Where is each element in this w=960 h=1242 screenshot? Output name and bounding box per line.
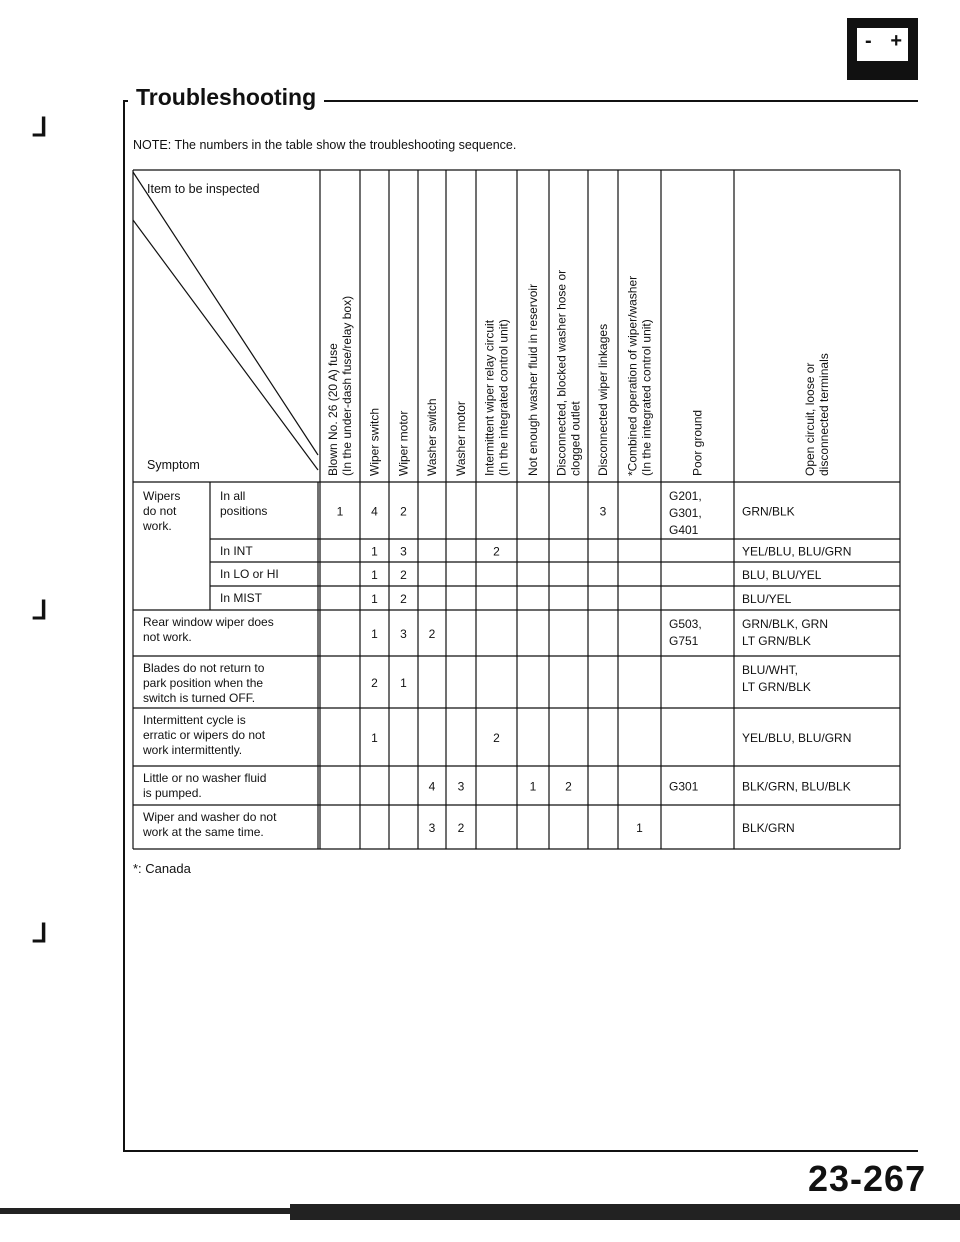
binder-tick-icon: ⅃ <box>33 112 48 142</box>
column-header: Disconnected, blocked washer hose or <box>554 269 569 476</box>
table-cell: G301 <box>669 779 699 794</box>
table-cell: G201, <box>669 489 702 503</box>
table-cell: 3 <box>400 544 407 559</box>
table-cell: G401 <box>669 523 699 537</box>
table-cell: 3 <box>400 627 407 641</box>
column-header: Disconnected wiper linkages <box>596 323 610 476</box>
table-cell: 1 <box>636 821 643 835</box>
row-symptom: work at the same time. <box>143 825 264 839</box>
table-cell: GRN/BLK, GRN <box>742 617 829 631</box>
table-cell: 1 <box>371 627 378 641</box>
row-sub-symptom: In LO or HI <box>220 567 279 581</box>
column-header: Wiper switch <box>367 407 382 476</box>
table-cell: 3 <box>457 779 465 794</box>
corner-item-label: Item to be inspected <box>147 182 260 196</box>
table-cell: 1 <box>371 592 378 606</box>
column-header: clogged outlet <box>568 401 583 476</box>
column-header: (In the integrated control unit) <box>639 319 654 476</box>
table-cell: 4 <box>371 504 378 519</box>
row-symptom: Intermittent cycle is <box>143 713 246 727</box>
page-number: 23-267 <box>808 1158 927 1199</box>
table-cell: BLU, BLU/YEL <box>742 568 822 582</box>
row-symptom: switch is turned OFF. <box>143 691 256 705</box>
footnote: *: Canada <box>133 861 191 876</box>
table-cell: 4 <box>428 779 436 794</box>
table-cell: 2 <box>493 731 500 745</box>
column-header: Open circuit, loose or <box>803 362 817 476</box>
row-symptom: work intermittently. <box>143 743 243 757</box>
row-symptom: do not <box>143 504 177 518</box>
table-cell: 3 <box>599 504 607 519</box>
table-cell: 2 <box>400 504 407 519</box>
table-cell: 1 <box>371 568 378 582</box>
page-title: Troubleshooting <box>128 84 324 111</box>
column-header: Washer switch <box>425 398 439 476</box>
column-header: (In the under-dash fuse/relay box) <box>340 295 354 476</box>
column-header: Not enough washer fluid in reservoir <box>526 283 540 476</box>
corner-symptom-label: Symptom <box>147 458 200 472</box>
row-symptom: Blades do not return to <box>143 661 265 675</box>
column-header: disconnected terminals <box>817 353 831 476</box>
battery-plus: + <box>890 30 902 52</box>
table-cell: 2 <box>457 821 465 835</box>
table-cell: 1 <box>336 504 344 519</box>
row-symptom: Wipers <box>143 489 181 503</box>
row-symptom: not work. <box>143 630 192 644</box>
table-cell: GRN/BLK <box>742 504 795 519</box>
table-cell: 1 <box>371 731 378 745</box>
table-cell: YEL/BLU, BLU/GRN <box>742 731 852 745</box>
table-cell: BLK/GRN <box>742 821 795 835</box>
column-header: *Combined operation of wiper/washer <box>625 275 640 476</box>
column-header: Blown No. 26 (20 A) fuse <box>326 343 340 476</box>
column-header: Wiper motor <box>396 410 411 476</box>
battery-minus: - <box>865 30 872 52</box>
binder-tick-icon: ⅃ <box>33 918 48 948</box>
table-cell: BLU/WHT, <box>742 663 799 677</box>
row-symptom: work. <box>143 519 172 533</box>
row-symptom: park position when the <box>143 676 264 690</box>
table-cell: LT GRN/BLK <box>742 634 811 648</box>
table-cell: G503, <box>669 617 702 631</box>
table-cell: 1 <box>371 544 378 559</box>
column-header: Washer motor <box>454 401 468 476</box>
table-cell: 2 <box>428 627 436 641</box>
column-header: (In the integrated control unit) <box>496 319 511 476</box>
table-cell: 2 <box>400 568 407 582</box>
table-cell: BLU/YEL <box>742 592 792 606</box>
table-rule <box>133 172 318 455</box>
row-symptom: Little or no washer fluid <box>143 771 267 785</box>
table-cell: LT GRN/BLK <box>742 680 811 694</box>
table-cell: 2 <box>400 592 407 606</box>
table-rule <box>133 220 318 470</box>
row-sub-symptom: In all <box>220 489 246 503</box>
table-cell: 2 <box>371 676 378 690</box>
table-cell: 3 <box>428 821 436 835</box>
table-cell: 2 <box>565 779 572 794</box>
column-header: Poor ground <box>690 409 705 476</box>
table-cell: BLK/GRN, BLU/BLK <box>742 779 851 794</box>
row-symptom: Rear window wiper does <box>143 615 274 629</box>
table-cell: YEL/BLU, BLU/GRN <box>742 544 852 559</box>
footer-bar <box>0 1208 290 1214</box>
table-note: NOTE: The numbers in the table show the troubleshooting sequence. <box>133 138 517 152</box>
table-cell: 1 <box>529 779 537 794</box>
row-symptom: is pumped. <box>143 786 202 800</box>
row-symptom: erratic or wipers do not <box>143 728 266 742</box>
row-sub-symptom: In MIST <box>220 591 263 605</box>
row-sub-symptom: positions <box>220 504 268 518</box>
binder-tick-icon: ⅃ <box>33 595 48 625</box>
row-sub-symptom: In INT <box>220 544 253 558</box>
table-cell: 2 <box>493 544 500 559</box>
table-cell: G301, <box>669 506 702 520</box>
table-cell: G751 <box>669 634 699 648</box>
column-header: Intermittent wiper relay circuit <box>482 319 497 476</box>
row-symptom: Wiper and washer do not <box>143 810 277 824</box>
footer-bar <box>290 1204 960 1220</box>
table-cell: 1 <box>400 676 407 690</box>
